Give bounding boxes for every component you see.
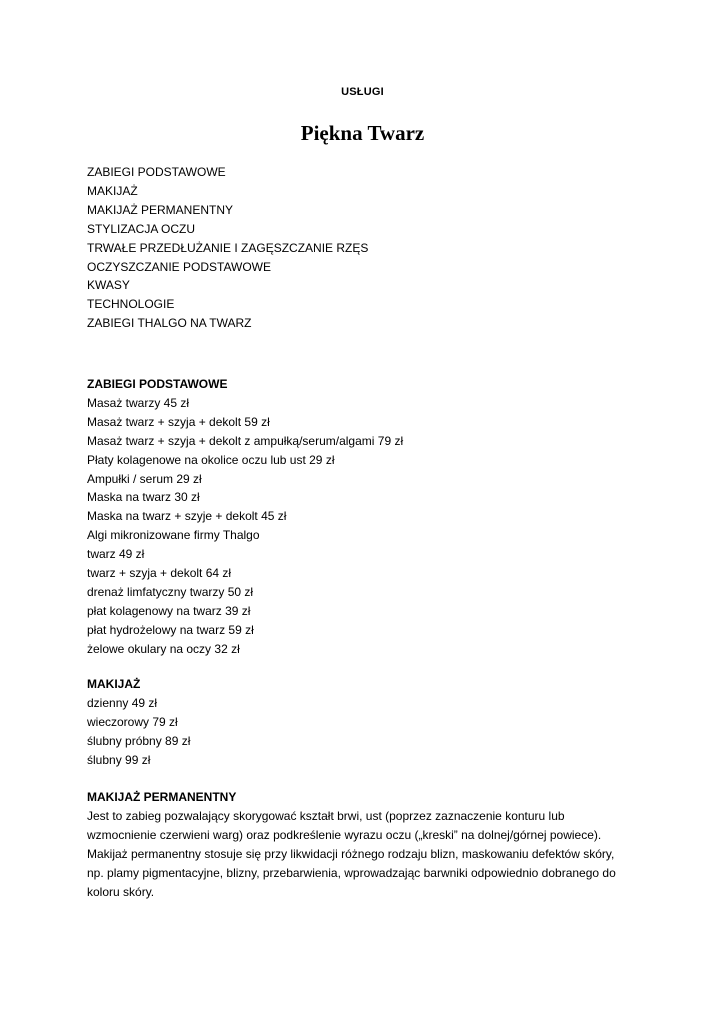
section-title: MAKIJAŻ (87, 677, 141, 691)
section-title: ZABIEGI PODSTAWOWE (87, 377, 228, 391)
price-item: płat kolagenowy na twarz 39 zł (87, 603, 251, 618)
toc-item: KWASY (87, 278, 130, 293)
price-item: ślubny 99 zł (87, 752, 151, 767)
section-title: MAKIJAŻ PERMANENTNY (87, 790, 237, 804)
price-item: twarz 49 zł (87, 547, 145, 562)
toc-item: ZABIEGI THALGO NA TWARZ (87, 316, 252, 331)
paragraph-line: wzmocnienie czerwieni warg) oraz podkreślenie wyrazu oczu („kreski” na dolnej/górnej powiece). (87, 827, 602, 842)
price-item: Ampułki / serum 29 zł (87, 471, 202, 486)
toc-item: STYLIZACJA OCZU (87, 221, 196, 236)
price-item: dzienny 49 zł (87, 695, 158, 710)
section-zabiegi-podstawowe (87, 375, 647, 659)
table-of-contents (87, 163, 647, 333)
page-header: USŁUGI (341, 86, 384, 98)
paragraph-line: koloru skóry. (87, 884, 155, 899)
price-item: Płaty kolagenowe na okolice oczu lub ust 29 zł (87, 452, 335, 467)
price-item: Algi mikronizowane firmy Thalgo (87, 528, 260, 543)
price-item: Masaż twarz + szyja + dekolt 59 zł (87, 414, 270, 429)
section-makijaz (87, 675, 647, 770)
toc-item: MAKIJAŻ (87, 183, 138, 198)
price-item: płat hydrożelowy na twarz 59 zł (87, 622, 254, 637)
price-item: Masaż twarz + szyja + dekolt z ampułką/serum/algami 79 zł (87, 433, 404, 448)
paragraph-line: Makijaż permanentny stosuje się przy likwidacji różnego rodzaju blizn, maskowaniu defektów skóry, (87, 846, 615, 861)
price-item: ślubny próbny 89 zł (87, 733, 191, 748)
toc-item: TRWAŁE PRZEDŁUŻANIE I ZAGĘSZCZANIE RZĘS (87, 240, 369, 255)
toc-item: ZABIEGI PODSTAWOWE (87, 165, 226, 179)
paragraph-line: np. plamy pigmentacyjne, blizny, przebarwienia, wprowadzając barwniki odpowiednio dobranego do (87, 865, 616, 880)
toc-item: TECHNOLOGIE (87, 297, 175, 312)
price-item: Masaż twarzy 45 zł (87, 395, 190, 410)
section-makijaz-permanentny (87, 788, 647, 902)
price-item: drenaż limfatyczny twarzy 50 zł (87, 584, 254, 599)
toc-item: MAKIJAŻ PERMANENTNY (87, 202, 234, 217)
price-item: twarz + szyja + dekolt 64 zł (87, 566, 232, 581)
page-title: Piękna Twarz (300, 121, 425, 145)
toc-item: OCZYSZCZANIE PODSTAWOWE (87, 259, 272, 274)
price-item: wieczorowy 79 zł (87, 714, 178, 729)
price-item: Maska na twarz 30 zł (87, 490, 200, 505)
price-item: żelowe okulary na oczy 32 zł (87, 641, 240, 656)
price-item: Maska na twarz + szyje + dekolt 45 zł (87, 509, 287, 524)
paragraph-line: Jest to zabieg pozwalający skorygować kształt brwi, ust (poprzez zaznaczenie konturu lub (87, 808, 565, 823)
